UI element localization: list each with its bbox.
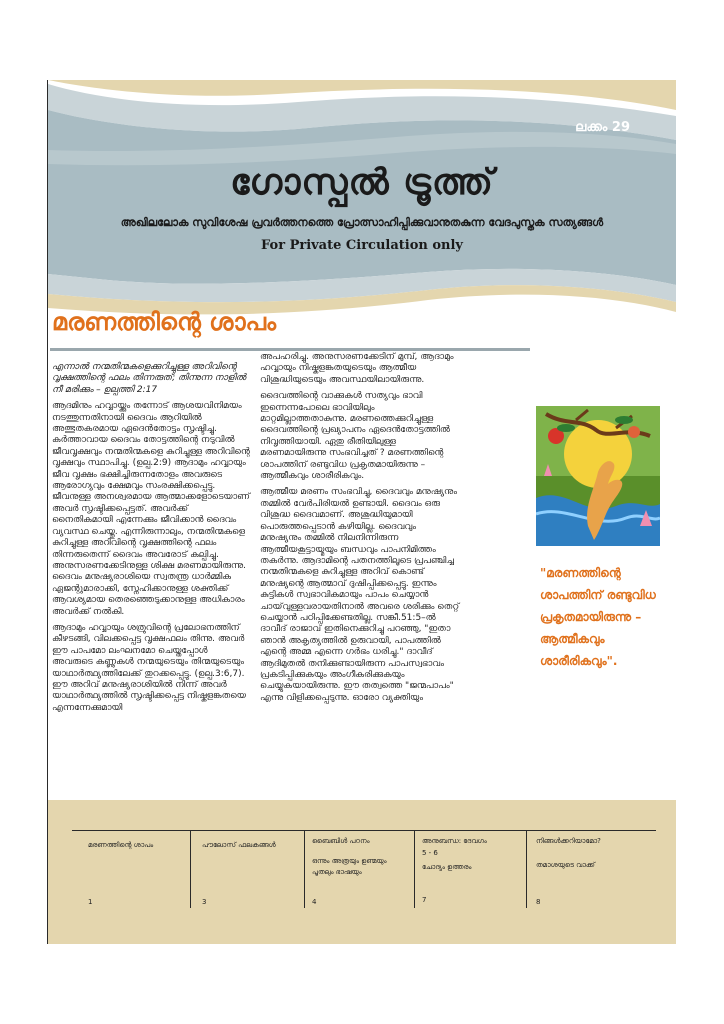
toc-separator	[304, 830, 305, 908]
toc-item-page: 4	[312, 898, 317, 906]
table-of-contents	[48, 800, 676, 944]
toc-separator	[414, 830, 415, 908]
pull-quote: "മരണത്തിന്റെ ശാപത്തിന് രണ്ടുവിധ പ്രകൃതമായിരുന്നു – ആത്മീകവും ശാരീരികവും".	[540, 566, 656, 668]
garden-of-eden-illustration	[536, 406, 660, 546]
toc-item-title: ബൈബിൾ പഠനം	[312, 837, 370, 845]
newsletter-page	[48, 80, 676, 944]
private-circulation-note: For Private Circulation only	[261, 238, 463, 253]
toc-item-pages: 5 - 6	[422, 849, 438, 857]
toc-item-subtitle: ഒന്നും അത്രയും ഉണ്മയും പൂതലും ഭാഷയും	[312, 857, 387, 876]
toc-item-title: പൗലോസ് ഫലകങ്ങൾ	[202, 841, 276, 849]
article-paragraph: ആത്മീയ മരണം സംഭവിച്ചു, ദൈവവും മനുഷ്യനും തമ്മിൽ വേർപിരിയൽ ഉണ്ടായി. ദൈവം ഒരു വിശുദ്ധ ദൈവമാണ്. അശുദ്ധിയുമായി പൊരുത്തപ്പെടാൻ കഴിയില്ല. ദൈവവും മനുഷ്യനും തമ്മിൽ നിലനിന്നിരുന്ന ആത്മീയകൂട്ടായ്മയും ബന്ധവും പാപനിമിത്തം തകർന്നു. ആദാമിന്റെ പതനത്തിലൂടെ പ്രപഞ്ചിച്ച നന്മതിന്മകളെ കുറിച്ചുള്ള അറിവ് കൊണ്ട് മനുഷ്യന്റെ ആത്മാവ് ദുഷിപ്പിക്കപ്പെട്ടു. ഇന്നും കുട്ടികൾ സ്വഭാവികമായും പാപം ചെയ്യാൻ ചായ്‌വുള്ളവരായതിനാൽ അവരെ ശരിക്കും തെറ്റ് ചെയ്യാൻ പഠിപ്പിക്കേണ്ടതില്ല. സങ്കീ.51:5–ൽ ദാവീദ് രാജാവ് ഇതിനെക്കുറിച്ചു പറഞ്ഞു, "ഇതാ ഞാൻ അകൃത്യത്തിൽ ഉരുവായി, പാപത്തിൽ എന്റെ അമ്മ എന്നെ ഗർഭം ധരിച്ചു." ദാവീദ് ആദിമുതൽ തനിക്കുണ്ടായിരുന്ന പാപസ്വഭാവം പ്രകടിപ്പിക്കുകയും അംഗീകരിക്കുകയും ചെയ്യുകയായിരുന്നു. ഈ തത്വത്തെ "ജന്മപാപം" എന്നു വിളിക്കപ്പെടുന്നു. ഓരോ വ്യക്തിയും	[260, 487, 460, 703]
toc-item-title: അനുബന്ധ: ദേവഗം	[422, 837, 487, 845]
issue-number: ലക്കം 29	[575, 120, 630, 135]
toc-item-title: മരണത്തിന്റെ ശാപം	[88, 841, 154, 849]
toc-item-subtitle: തമാശയുടെ വാക്ക്	[536, 861, 595, 869]
masthead-waves	[48, 80, 676, 340]
article-paragraph: ദൈവത്തിന്റെ വാക്കുകൾ സത്യവും ഭാവി ഇന്നെന്നപോലെ ഭാവിയിലും മാറ്റമില്ലാത്തതാകുന്നു. മരണത്തെക്കുറിച്ചുള്ള ദൈവത്തിന്റെ പ്രഖ്യാപനം ഏദെൻതോട്ടത്തിൽ നിവൃത്തിയായി. ഏതു രീതിയിലുള്ള മരണമായിരുന്നു സംഭവിച്ചത് ? മരണത്തിന്റെ ശാപത്തിന് രണ്ടുവിധ പ്രകൃതമായിരുന്നു – ആത്മീകവും ശാരീരികവും.	[260, 391, 450, 482]
toc-item-page: 8	[536, 898, 541, 906]
toc-separator	[526, 830, 527, 908]
toc-item-subtitle: ചോദ്യം ഉത്തരം	[422, 863, 472, 871]
article-paragraph: അപഹരിച്ചു. അനുസരണക്കേടിന് മുമ്പ്, ആദാമും ഹവ്വായും നിഷ്കളങ്കതയുടെയും ആത്മീയ വിശുദ്ധിയുടെയും അവസ്ഥയിലായിരുന്നു.	[260, 352, 454, 385]
article-paragraph: ആദാമും ഹവ്വായും ശത്രുവിന്റെ പ്രലോഭനത്തിന് കീഴടങ്ങി, വിലക്കപ്പെട്ട വൃക്ഷഫലം തിന്നു. അവർ ഈ പാപമോ ലംഘനമോ ചെയ്തപ്പോൾ അവരുടെ കണ്ണുകൾ നന്മയുടെയും തിന്മയുടെയും യാഥാർത്ഥ്യത്തിലേക്ക് തുറക്കപ്പെട്ടു. (ഉല്പ.3:6,7). ഈ അറിവ് മനുഷ്യരാശിയിൽ നിന്ന് അവർ യാഥാർത്ഥ്യത്തിൽ സൃഷ്ടിക്കപ്പെട്ട നിഷ്കളങ്കതയെ എന്നന്നേക്കുമായി	[52, 622, 246, 713]
newsletter-title: ഗോസ്പൽ ട്രൂത്ത്	[230, 162, 494, 203]
toc-separator	[190, 830, 191, 908]
article-column-1	[52, 362, 250, 719]
article-column-2	[260, 352, 460, 709]
toc-item-page: 1	[88, 898, 93, 906]
article-headline: മരണത്തിന്റെ ശാപം	[52, 308, 277, 336]
toc-item-title: നിങ്ങൾക്കറിയാമോ?	[536, 837, 601, 845]
scripture-quote: എന്നാൽ നന്മതിന്മകളെക്കുറിച്ചുള്ള അറിവിന്റെ വൃക്ഷത്തിന്റെ ഫലം തിന്നരുത്; തിന്നുന്ന നാളിൽ നീ മരിക്കും – ഉല്പത്തി 2:17	[52, 362, 246, 395]
toc-item-page: 3	[202, 898, 207, 906]
toc-item-page: 7	[422, 896, 427, 904]
newsletter-tagline: അഖിലലോക സുവിശേഷ പ്രവർത്തനത്തെ പ്രോത്സാഹിപ്പിക്കുവാനുതകുന്ന വേദപുസ്തക സത്യങ്ങൾ	[120, 216, 604, 229]
toc-rule	[72, 830, 656, 831]
article-paragraph: ആദമിനും ഹവ്വായ്ക്കും തന്നോട് ആശയവിനിമയം നടത്തുന്നതിനായി ദൈവം ആറിയിൽ അത്ഭുതകരമായ ഏദെൻതോട്ടം സൃഷ്ടിച്ചു. കർത്താവായ ദൈവം തോട്ടത്തിന്റെ നടുവിൽ ജീവവൃക്ഷവും നന്മതിന്മകളെ കുറിച്ചുള്ള അറിവിന്റെ വൃക്ഷവും സ്ഥാപിച്ചു. (ഉല്പ.2:9) ആദാമും ഹവ്വായും ജീവ വൃക്ഷം ഭക്ഷിച്ചിരുന്നതോളം അവരുടെ ആരോഗ്യവും ക്ഷേമവും സംരക്ഷിക്കപ്പെട്ടു. ജീവനുള്ള അനശ്വരമായ ആത്മാക്കളോടെയാണ് അവർ സൃഷ്ടിക്കപ്പെട്ടത്. അവർക്ക് നൈതികമായി എന്നേക്കും ജീവിക്കാൻ ദൈവം വ്യവസ്ഥ ചെയ്തു. എന്നിരുന്നാലും, നന്മതിന്മകളെ കുറിച്ചുള്ള അറിവിന്റെ വൃക്ഷത്തിന്റെ ഫലം തിന്നരുതെന്ന് ദൈവം അവരോട് കല്പിച്ചു. അനുസരണക്കേടിനുള്ള ശിക്ഷ മരണമായിരുന്നു. ദൈവം മനുഷ്യരാശിയെ സ്വതന്ത്ര ധാർമ്മിക ഏജന്റുമാരാക്കി, സ്നേഹിക്കാനുള്ള ശക്തിക്ക് ആവശ്യമായ തെരഞ്ഞെടുക്കാനുള്ള അധികാരം അവർക്ക് നൽകി.	[52, 401, 250, 617]
masthead	[48, 80, 676, 340]
headline-rule	[50, 348, 530, 351]
